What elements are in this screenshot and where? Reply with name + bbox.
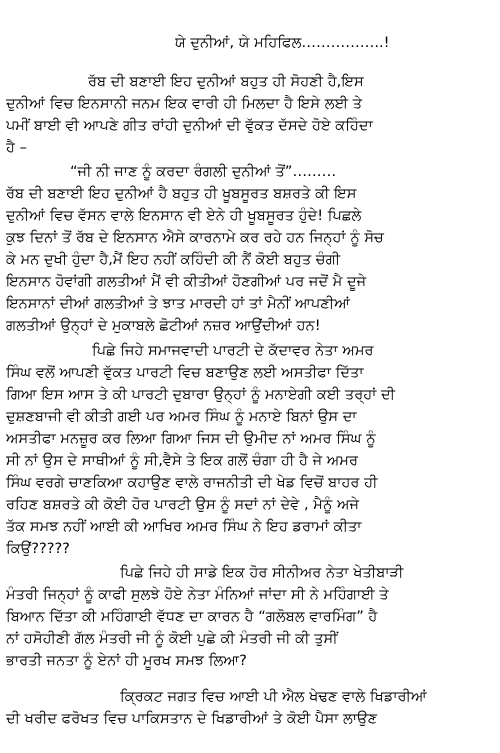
paragraph-line: ਗਲਤੀਆਂ ਉਨ੍ਹਾਂ ਦੇ ਮੁਕਾਬਲੇ ਛੋਟੀਆਂ ਨਜ਼ਰ ਆਉਂਦੀਆਂ ਹਨ! [6, 317, 321, 334]
quote-line: “ਜੀ ਨੀ ਜਾਣ ਨੂੰ ਕਰਦਾ ਰੰਗਲੀ ਦੁਨੀਆਂ ਤੋਂ”……… [70, 163, 337, 180]
paragraph-line: ਇਨਸਾਨ ਹੋਵਾਂਗੀ ਗਲਤੀਆਂ ਮੈਂ ਵੀ ਕੀਤੀਆਂ ਹੋਣਗੀਆਂ ਪਰ ਜਦੋਂ ਮੈ ਦੂਜੇ [6, 273, 367, 290]
paragraph-line: ਗਿਆ ਇਸ ਆਸ ਤੇ ਕੀ ਪਾਰਟੀ ਦੁਬਾਰਾ ਉਨ੍ਹਾਂ ਨੂੰ ਮਨਾਏਗੀ ਕਈ ਤਰ੍ਹਾਂ ਦੀ [6, 386, 396, 403]
paragraph-line: ਦੁਸ਼ਣਬਾਜੀ ਵੀ ਕੀਤੀ ਗਈ ਪਰ ਅਮਰ ਸਿੰਘ ਨੂੰ ਮਨਾਏ ਬਿਨਾਂ ਉਸ ਦਾ [6, 408, 357, 425]
paragraph-line: ਕੇ ਮਨ ਦੁਖੀ ਹੁੰਦਾ ਹੈ,ਮੈਂ ਇਹ ਨਹੀਂ ਕਹਿੰਦੀ ਕੀ ਨੈਂ ਕੋਈ ਬਹੁਤ ਚੰਗੀ [6, 251, 341, 268]
paragraph-line: ਪਿਛੇ ਜਿਹੇ ਸਮਾਜਵਾਦੀ ਪਾਰਟੀ ਦੇ ਕੱਦਾਵਰ ਨੇਤਾ ਅਮਰ [92, 342, 374, 359]
paragraph-line: ਹੈ – [6, 139, 27, 156]
paragraph-line: ਮੰਤਰੀ ਜਿਨ੍ਹਾਂ ਨੂੰ ਕਾਫੀ ਸੁਲਝੇ ਹੋਏ ਨੇਤਾ ਮੰਨਿਆਂ ਜਾਂਦਾ ਸੀ ਨੇ ਮਹਿੰਗਾਈ ਤੇ [6, 586, 389, 603]
paragraph-line: ਪਿਛੇ ਜਿਹੇ ਹੀ ਸਾਡੇ ਇਕ ਹੋਰ ਸੀਨੀਅਰ ਨੇਤਾ ਖੇਤੀਬਾੜੀ [120, 564, 404, 581]
paragraph-line: ਰੱਬ ਦੀ ਬਣਾਈ ਇਹ ਦੁਨੀਆਂ ਹੈ ਬਹੁਤ ਹੀ ਖੂਬਸੂਰਤ ਬਸ਼ਰਤੇ ਕੀ ਇਸ [6, 185, 357, 202]
paragraph-line: ਕੁਝ ਦਿਨਾਂ ਤੋਂ ਰੱਬ ਦੇ ਇਨਸਾਨ ਐਸੇ ਕਾਰਨਾਮੇ ਕਰ ਰਹੇ ਹਨ ਜਿਨ੍ਹਾਂ ਨੂੰ ਸੋਚ [6, 229, 384, 246]
paragraph-line: ਸਿੰਘ ਵਲੋਂ ਆਪਣੀ ਵੁੱਕਤ ਪਾਰਟੀ ਵਿਚ ਬਣਾਉਣ ਲਈ ਅਸਤੀਫਾ ਦਿੱਤਾ [6, 364, 364, 381]
paragraph-line: ਸਿੰਘ ਵਰਗੇ ਚਾਣਕਿਆ ਕਹਾਉਣ ਵਾਲੇ ਰਾਜਨੀਤੀ ਦੀ ਖੇਡ ਵਿਚੋਂ ਬਾਹਰ ਹੀ [6, 474, 378, 491]
paragraph-line: ਦੁਨੀਆਂ ਵਿਚ ਇਨਸਾਨੀ ਜਨਮ ਇਕ ਵਾਰੀ ਹੀ ਮਿਲਦਾ ਹੈ ਇਸੇ ਲਈ ਤੇ [6, 95, 363, 112]
paragraph-line: ਭਾਰਤੀ ਜਨਤਾ ਨੂੰ ਏਨਾਂ ਹੀ ਮੂਰਖ ਸਮਝ ਲਿਆ? [6, 652, 247, 669]
paragraph-line: ਰਹਿਣ ਬਸ਼ਰਤੇ ਕੀ ਕੋਈ ਹੋਰ ਪਾਰਟੀ ਉਸ ਨੂੰ ਸਦਾਂ ਨਾਂ ਦੇਵੇ , ਮੈਨੂੰ ਅਜੇ [6, 496, 360, 513]
paragraph-line: ਸੀ ਨਾਂ ਉਸ ਦੇ ਸਾਥੀਆਂ ਨੂੰ ਸੀ,ਵੈਸੇ ਤੇ ਇਕ ਗਲੋਂ ਚੰਗਾ ਹੀ ਹੈ ਜੇ ਅਮਰ [6, 452, 359, 469]
paragraph-line: ਬਿਆਨ ਦਿੱਤਾ ਕੀ ਮਹਿੰਗਾਈ ਵੱਧਣ ਦਾ ਕਾਰਨ ਹੈ “ਗਲੋਬਲ ਵਾਰਮਿੰਗ” ਹੈ [6, 608, 378, 625]
paragraph-line: ਇਨਸਾਨਾਂ ਦੀਆਂ ਗਲਤੀਆਂ ਤੇ ਝਾਤ ਮਾਰਦੀ ਹਾਂ ਤਾਂ ਮੈਨੀਂ ਆਪਣੀਆਂ [6, 295, 351, 312]
paragraph-line: ਪਮੀਂ ਬਾਈ ਵੀ ਆਪਣੇ ਗੀਤ ਰਾਂਹੀ ਦੁਨੀਆਂ ਦੀ ਵੁੱਕਤ ਦੱਸਦੇ ਹੋਏ ਕਹਿੰਦਾ [6, 117, 373, 134]
paragraph-line: ਕਿਉਂ????? [6, 540, 70, 557]
paragraph-line: ਤੱਕ ਸਮਝ ਨਹੀਂ ਆਈ ਕੀ ਆਖਿਰ ਅਮਰ ਸਿੰਘ ਨੇ ਇਹ ਡਰਾਮਾਂ ਕੀਤਾ [6, 518, 362, 535]
paragraph-line: ਕ੍ਰਿਕਟ ਜਗਤ ਵਿਚ ਆਈ ਪੀ ਐਲ ਖੇਢਣ ਵਾਲੇ ਖਿਡਾਰੀਆਂ [120, 688, 427, 705]
paragraph-line: ਦੀ ਖਰੀਦ ਫਰੋਖਤ ਵਿਚ ਪਾਕਿਸਤਾਨ ਦੇ ਖਿਡਾਰੀਆਂ ਤੇ ਕੋਈ ਪੈਸਾ ਲਾਉਣ [6, 710, 378, 727]
paragraph-line: ਅਸਤੀਫਾ ਮਨਜ਼ੂਰ ਕਰ ਲਿਆ ਗਿਆ ਜਿਸ ਦੀ ਉਮੀਦ ਨਾਂ ਅਮਰ ਸਿੰਘ ਨੂੰ [6, 430, 376, 447]
page-title: ਯੇ ਦੁਨੀਆਂ, ਯੇ ਮਹਿਫਿਲ……………..! [175, 34, 390, 51]
paragraph-line: ਨਾਂ ਹਸੋਹੀਣੀ ਗੱਲ ਮੰਤਰੀ ਜੀ ਨੂੰ ਕੋਈ ਪੁਛੇ ਕੀ ਮੰਤਰੀ ਜੀ ਕੀ ਤੁਸੀਂ [6, 630, 338, 647]
paragraph-line: ਦੁਨੀਆਂ ਵਿਚ ਵੱਸਨ ਵਾਲੇ ਇਨਸਾਨ ਵੀ ਏਨੇ ਹੀ ਖੂਬਸੂਰਤ ਹੁੰਦੇ! ਪਿਛਲੇ [6, 207, 362, 224]
paragraph-line: ਰੱਬ ਦੀ ਬਣਾਈ ਇਹ ਦੁਨੀਆਂ ਬਹੁਤ ਹੀ ਸੋਹਣੀ ਹੈ,ਇਸ [88, 73, 364, 90]
